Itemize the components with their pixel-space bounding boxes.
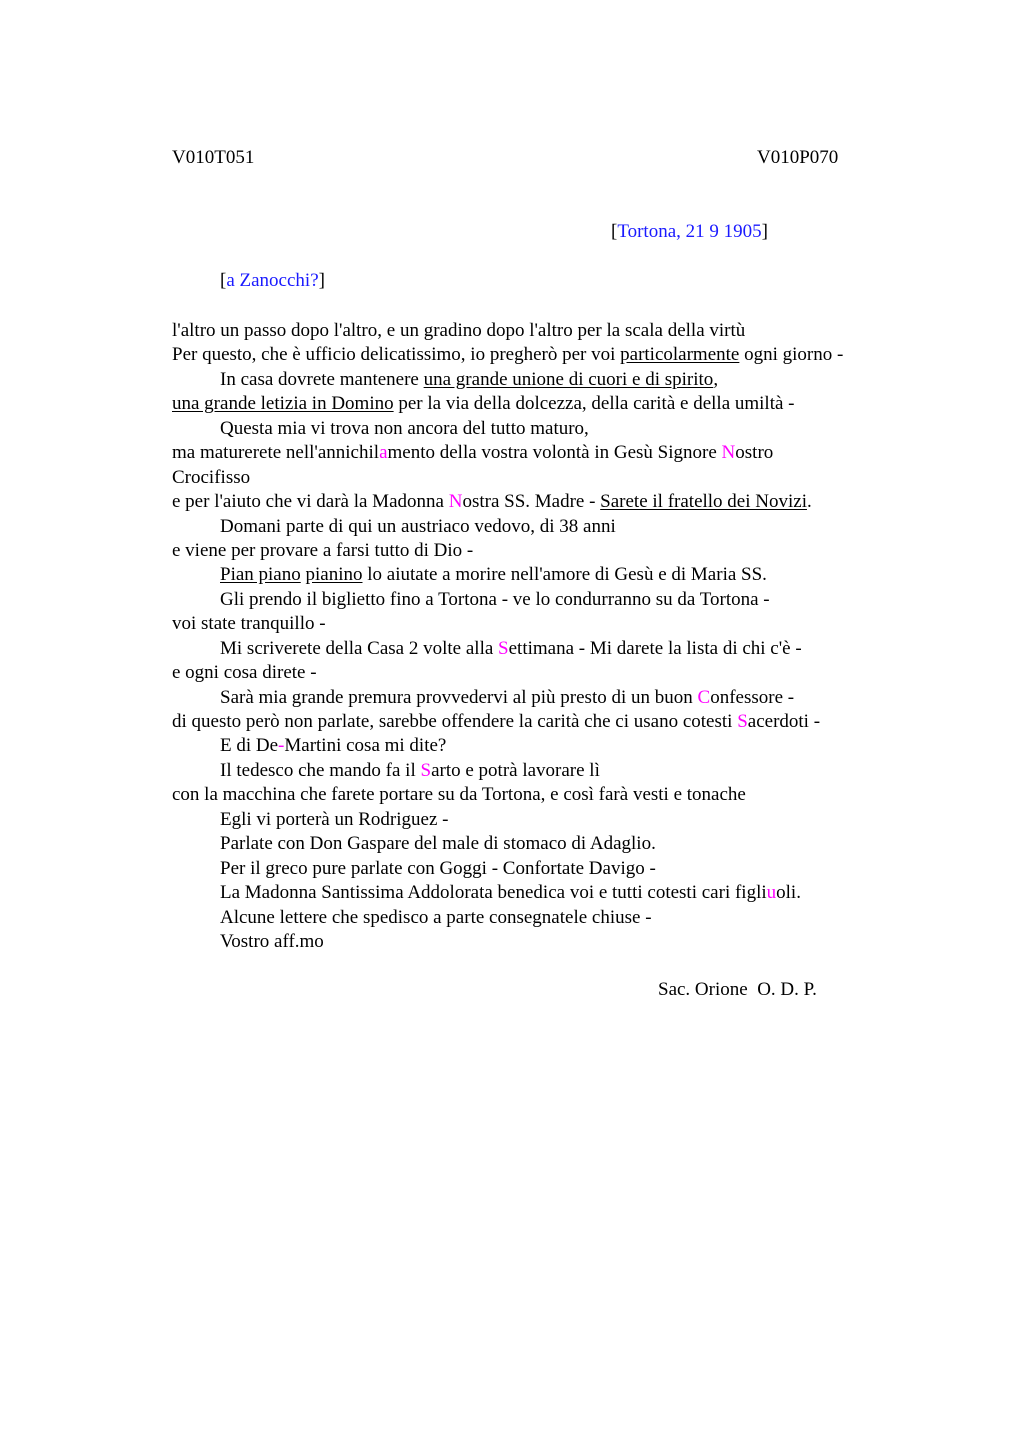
text: , <box>713 368 719 390</box>
underlined-text: pianino <box>305 564 363 586</box>
underlined-text: una grande letizia in Domino <box>172 393 394 415</box>
letter-line-11 <box>172 563 932 587</box>
letter-line-25 <box>172 906 932 930</box>
text: ogni giorno - <box>739 344 844 366</box>
text: l'altro un passo dopo l'altro, e un gradino dopo l'altro per la scala della virtù <box>172 320 746 341</box>
text: Domani parte di qui un austriaco vedovo, di 38 anni <box>220 515 616 537</box>
reference-code-left: V010T051 <box>172 147 255 168</box>
text: mento della vostra volontà in Gesù Signore <box>387 442 722 464</box>
text: Crocifisso <box>172 466 251 488</box>
letter-line-23 <box>172 857 932 881</box>
text: voi state tranquillo - <box>172 613 326 635</box>
text: ostra SS. Madre - <box>462 491 601 513</box>
text: Per questo, che è ufficio delicatissimo, io pregherò per voi <box>172 344 621 366</box>
text: con la macchina che farete portare su da Tortona, e così farà vesti e tonache <box>172 784 746 806</box>
reference-code-right: V010P070 <box>757 147 839 168</box>
underlined-text: una grande unione di cuori e di spirito <box>423 368 714 390</box>
dateline <box>611 221 768 243</box>
text: ostro <box>735 442 774 464</box>
text: arto e potrà lavorare lì <box>431 759 600 781</box>
letter-line-5 <box>172 417 932 441</box>
text: In casa dovrete mantenere <box>220 368 424 390</box>
letter-line-12 <box>172 588 932 612</box>
letter-line-19 <box>172 759 932 783</box>
text: e viene per provare a farsi tutto di Dio - <box>172 539 474 561</box>
letter-line-24 <box>172 881 932 905</box>
text: Alcune lettere che spedisco a parte consegnatele chiuse - <box>220 906 652 928</box>
bracket-close: ] <box>318 270 325 291</box>
text: di questo però non parlate, sarebbe offendere la carità che ci usano cotesti <box>172 711 738 732</box>
letter-line-21 <box>172 808 932 832</box>
text: ettimana - Mi darete la lista di chi c'è - <box>508 637 802 659</box>
letter-line-13 <box>172 612 932 636</box>
letter-line-6 <box>172 441 932 465</box>
recipient-name: a Zanocchi? <box>226 270 319 291</box>
text: acerdoti - <box>747 711 821 732</box>
text: Sarà mia grande premura provvedervi al più presto di un buon <box>220 686 698 708</box>
correction-mark: - <box>278 735 285 757</box>
correction-mark: N <box>448 491 463 513</box>
correction-mark: u <box>766 882 777 904</box>
bracket-open: [ <box>611 221 618 242</box>
text: E di De <box>220 735 279 757</box>
letter-line-3 <box>172 368 932 392</box>
correction-mark: S <box>420 759 432 781</box>
text: lo aiutate a morire nell'amore di Gesù e di Maria SS. <box>362 564 767 586</box>
correction-mark: S <box>498 637 509 659</box>
text: La Madonna Santissima Addolorata benedica voi e tutti cotesti cari figli <box>220 882 767 904</box>
text: onfessore - <box>710 686 795 708</box>
correction-mark: C <box>697 686 711 708</box>
text: Martini cosa mi dite? <box>284 735 447 757</box>
letter-line-2 <box>172 343 932 367</box>
letter-line-14 <box>172 637 932 661</box>
text: per la via della dolcezza, della carità e della umiltà - <box>393 393 795 415</box>
letter-line-9 <box>172 515 932 539</box>
date-place: Tortona, 21 9 1905 <box>617 221 762 242</box>
text: Vostro aff.mo <box>220 930 324 952</box>
underlined-text: particolarmente <box>620 344 740 366</box>
text: Per il greco pure parlate con Goggi - Confortate Davigo - <box>220 857 656 879</box>
text: e per l'aiuto che vi darà la Madonna <box>172 491 449 513</box>
bracket-open: [ <box>220 270 227 291</box>
text: Egli vi porterà un Rodriguez - <box>220 808 449 830</box>
correction-mark: N <box>721 442 736 464</box>
closing-line <box>172 930 932 954</box>
letter-line-8 <box>172 490 932 514</box>
letter-line-1 <box>172 319 932 343</box>
underlined-text: Sarete il fratello dei Novizi <box>600 491 807 513</box>
text: Parlate con Don Gaspare del male di stomaco di Adaglio. <box>220 833 656 855</box>
correction-mark: a <box>379 442 388 464</box>
letter-line-17 <box>172 710 932 734</box>
letter-line-16 <box>172 686 932 710</box>
letter-line-4 <box>172 392 932 416</box>
letter-line-20 <box>172 783 932 807</box>
text: Il tedesco che mando fa il <box>220 759 421 781</box>
letter-line-10 <box>172 539 932 563</box>
letter-line-18 <box>172 734 932 758</box>
text: Gli prendo il biglietto fino a Tortona - ve lo condurranno su da Tortona - <box>220 588 770 610</box>
text: . <box>806 491 812 513</box>
underlined-text: Pian piano <box>220 564 301 586</box>
letter-line-7 <box>172 466 932 490</box>
bracket-close: ] <box>761 221 768 242</box>
letter-body <box>172 319 932 954</box>
signature: Sac. Orione O. D. P. <box>658 979 817 1000</box>
letter-line-22 <box>172 832 932 856</box>
text: e ogni cosa direte - <box>172 662 317 684</box>
text: Questa mia vi trova non ancora del tutto maturo, <box>220 417 589 439</box>
text: Mi scriverete della Casa 2 volte alla <box>220 637 499 659</box>
letter-line-15 <box>172 661 932 685</box>
correction-mark: S <box>737 711 748 732</box>
text: oli. <box>776 882 801 904</box>
recipient <box>220 270 325 292</box>
text: ma maturerete nell'annichil <box>172 442 380 464</box>
